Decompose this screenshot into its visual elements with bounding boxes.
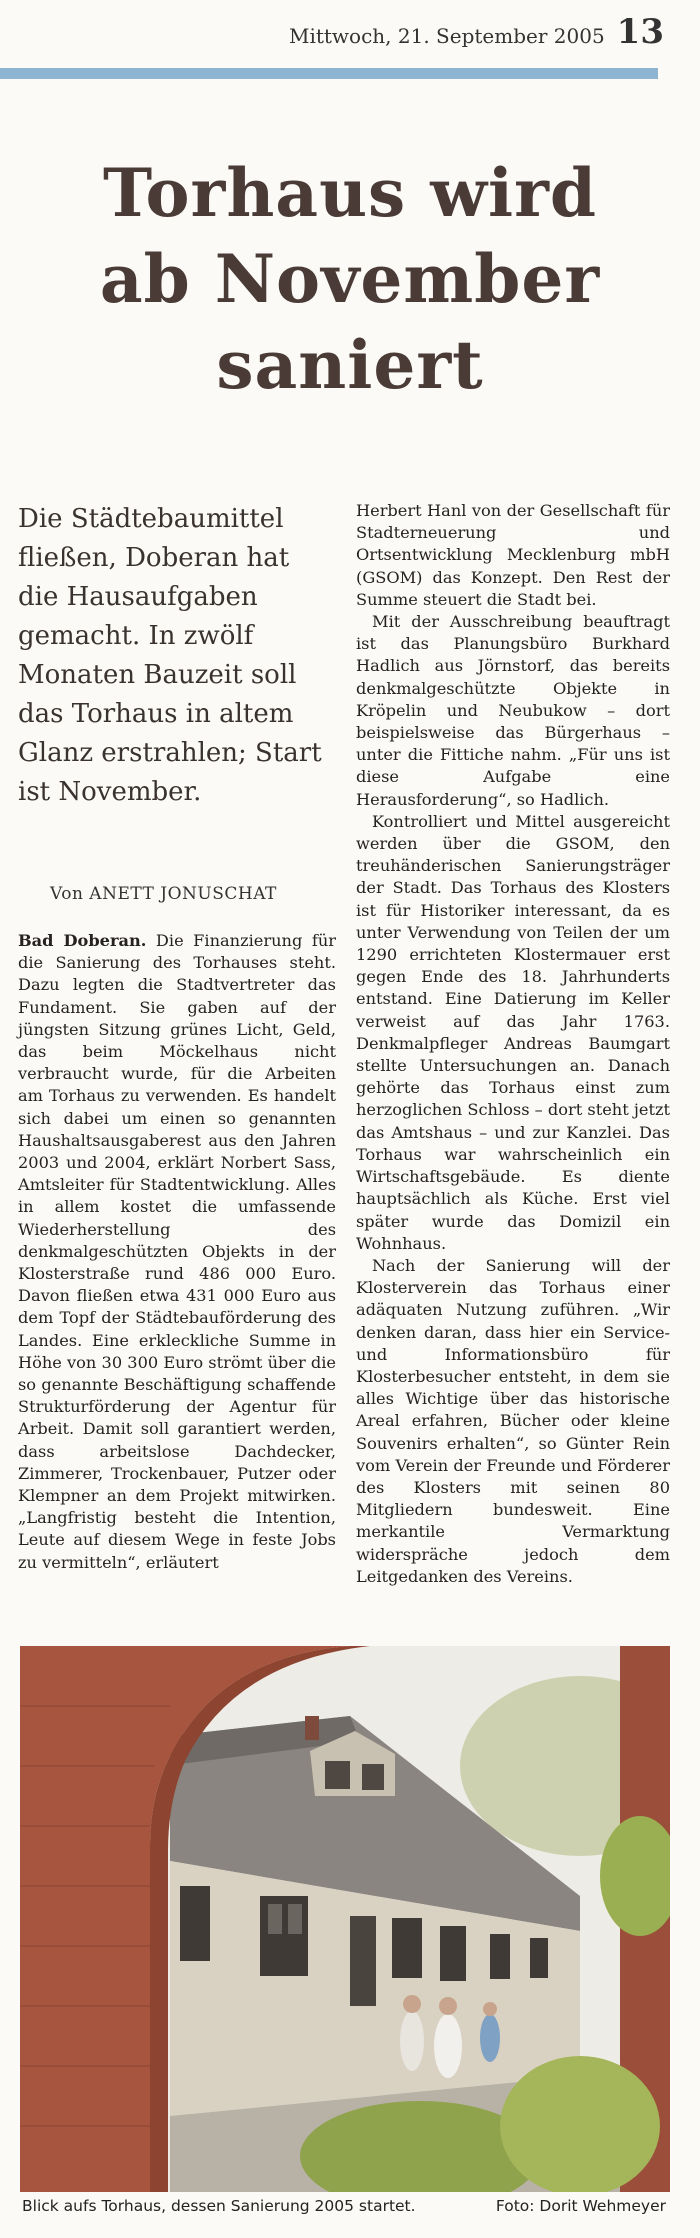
page-number: 13 bbox=[616, 12, 664, 52]
article-column-2 bbox=[356, 500, 670, 1588]
article-headline bbox=[10, 150, 690, 408]
column-2-paragraph-1: Herbert Hanl von der Gesellschaft für Stadterneuerung und Ortsentwicklung Mecklenburg mbH (GSOM) das Konzept. Den Rest der Summe steuert die Stadt bei. bbox=[356, 501, 670, 609]
photo-caption-row bbox=[22, 2197, 672, 2215]
dateline-place: Bad Doberan. bbox=[18, 931, 147, 950]
column-1-paragraph bbox=[18, 930, 336, 1574]
column-2-paragraph-4: Nach der Sanierung will der Klosterverein das Torhaus einer adäquaten Nutzung zuführen. „Wir denken daran, dass hier ein Service- und Informationsbüro für Klosterbesucher entsteht, in dem sie alles Wichtige über das historische Areal erfahren, Bücher oder kleine Souvenirs erhalten“, so Günter Rein vom Verein der Freunde und Förderer des Klosters mit seinen 80 Mitgliedern bundesweit. Eine merkantile Vermarktung widerspräche jedoch dem Leitgedanken des Vereins. bbox=[356, 1255, 670, 1586]
article-column-1 bbox=[18, 930, 336, 1574]
column-2-paragraph-3: Kontrolliert und Mittel ausgereicht werden über die GSOM, den treuhänderischen Sanierungsträger der Stadt. Das Torhaus des Klosters ist für Historiker interessant, da es unter Verwendung von Teilen der um 1290 errichteten Klostermauer erst gegen Ende des 18. Jahrhunderts entstand. Eine Datierung im Keller verweist auf das Jahr 1763. Denkmalpfleger Andreas Baumgart stellte Untersuchungen an. Danach gehörte das Torhaus einst zum herzoglichen Schloss – dort steht jetzt das Amtshaus – und zur Kanzlei. Das Torhaus war wahrscheinlich ein Wirtschaftsgebäude. Es diente hauptsächlich als Küche. Erst viel später wurde das Domizil ein Wohnhaus. bbox=[356, 811, 670, 1253]
article-lead: Die Städtebaumittel fließen, Doberan hat die Hausaufgaben gemacht. In zwölf Monaten Bauzeit soll das Torhaus in altem Glanz erstrahlen; Start ist November. bbox=[18, 504, 322, 807]
header-rule bbox=[0, 68, 658, 79]
column-1-text: Die Finanzierung für die Sanierung des Torhauses steht. Dazu legten die Stadtvertreter das Fundament. Sie gaben auf der jüngsten Sitzung grünes Licht, Geld, das beim Möckelhaus nicht verbraucht wurde, für die Arbeiten am Torhaus zu verwenden. Es handelt sich dabei um einen so genannten Haushaltsausgaberest aus den Jahren 2003 und 2004, erklärt Norbert Sass, Amtsleiter für Stadtentwicklung. Alles in allem kostet die umfassende Wiederherstellung des denkmalgeschützten Objekts in der Klosterstraße rund 486 000 Euro. Davon fließen etwa 431 000 Euro aus dem Topf der Städtebauförderung des Landes. Eine erkleckliche Summe in Höhe von 30 300 Euro strömt über die so genannte Beschäftigung schaffende Strukturförderung der Agentur für Arbeit. Damit soll garantiert werden, dass arbeitslose Dachdecker, Zimmerer, Trockenbauer, Putzer oder Klempner an dem Projekt mitwirken. „Langfristig besteht die Intention, Leute auf diesem Wege in feste Jobs zu vermitteln“, erläutert bbox=[18, 931, 337, 1572]
headline-line-1: Torhaus wird bbox=[102, 154, 597, 232]
byline: Von ANETT JONUSCHAT bbox=[50, 884, 277, 904]
headline-line-3: saniert bbox=[216, 326, 484, 404]
torhaus-photo bbox=[20, 1646, 670, 2192]
photo-credit: Foto: Dorit Wehmeyer bbox=[495, 2197, 666, 2215]
page-header bbox=[289, 12, 664, 52]
column-2-paragraph-2: Mit der Ausschreibung beauftragt ist das Planungsbüro Burkhard Hadlich aus Jörnstorf, das bereits denkmalgeschützte Objekte in Kröpelin und Neubukow – dort beispielsweise das Bürgerhaus – unter die Fittiche nahm. „Für uns ist diese Aufgabe eine Herausforderung“, so Hadlich. bbox=[356, 612, 670, 809]
photo-illustration bbox=[20, 1646, 670, 2192]
headline-line-2: ab November bbox=[99, 240, 601, 318]
photo-caption: Blick aufs Torhaus, dessen Sanierung 2005 startet. bbox=[22, 2197, 416, 2215]
issue-date: Mittwoch, 21. September 2005 bbox=[288, 24, 605, 48]
